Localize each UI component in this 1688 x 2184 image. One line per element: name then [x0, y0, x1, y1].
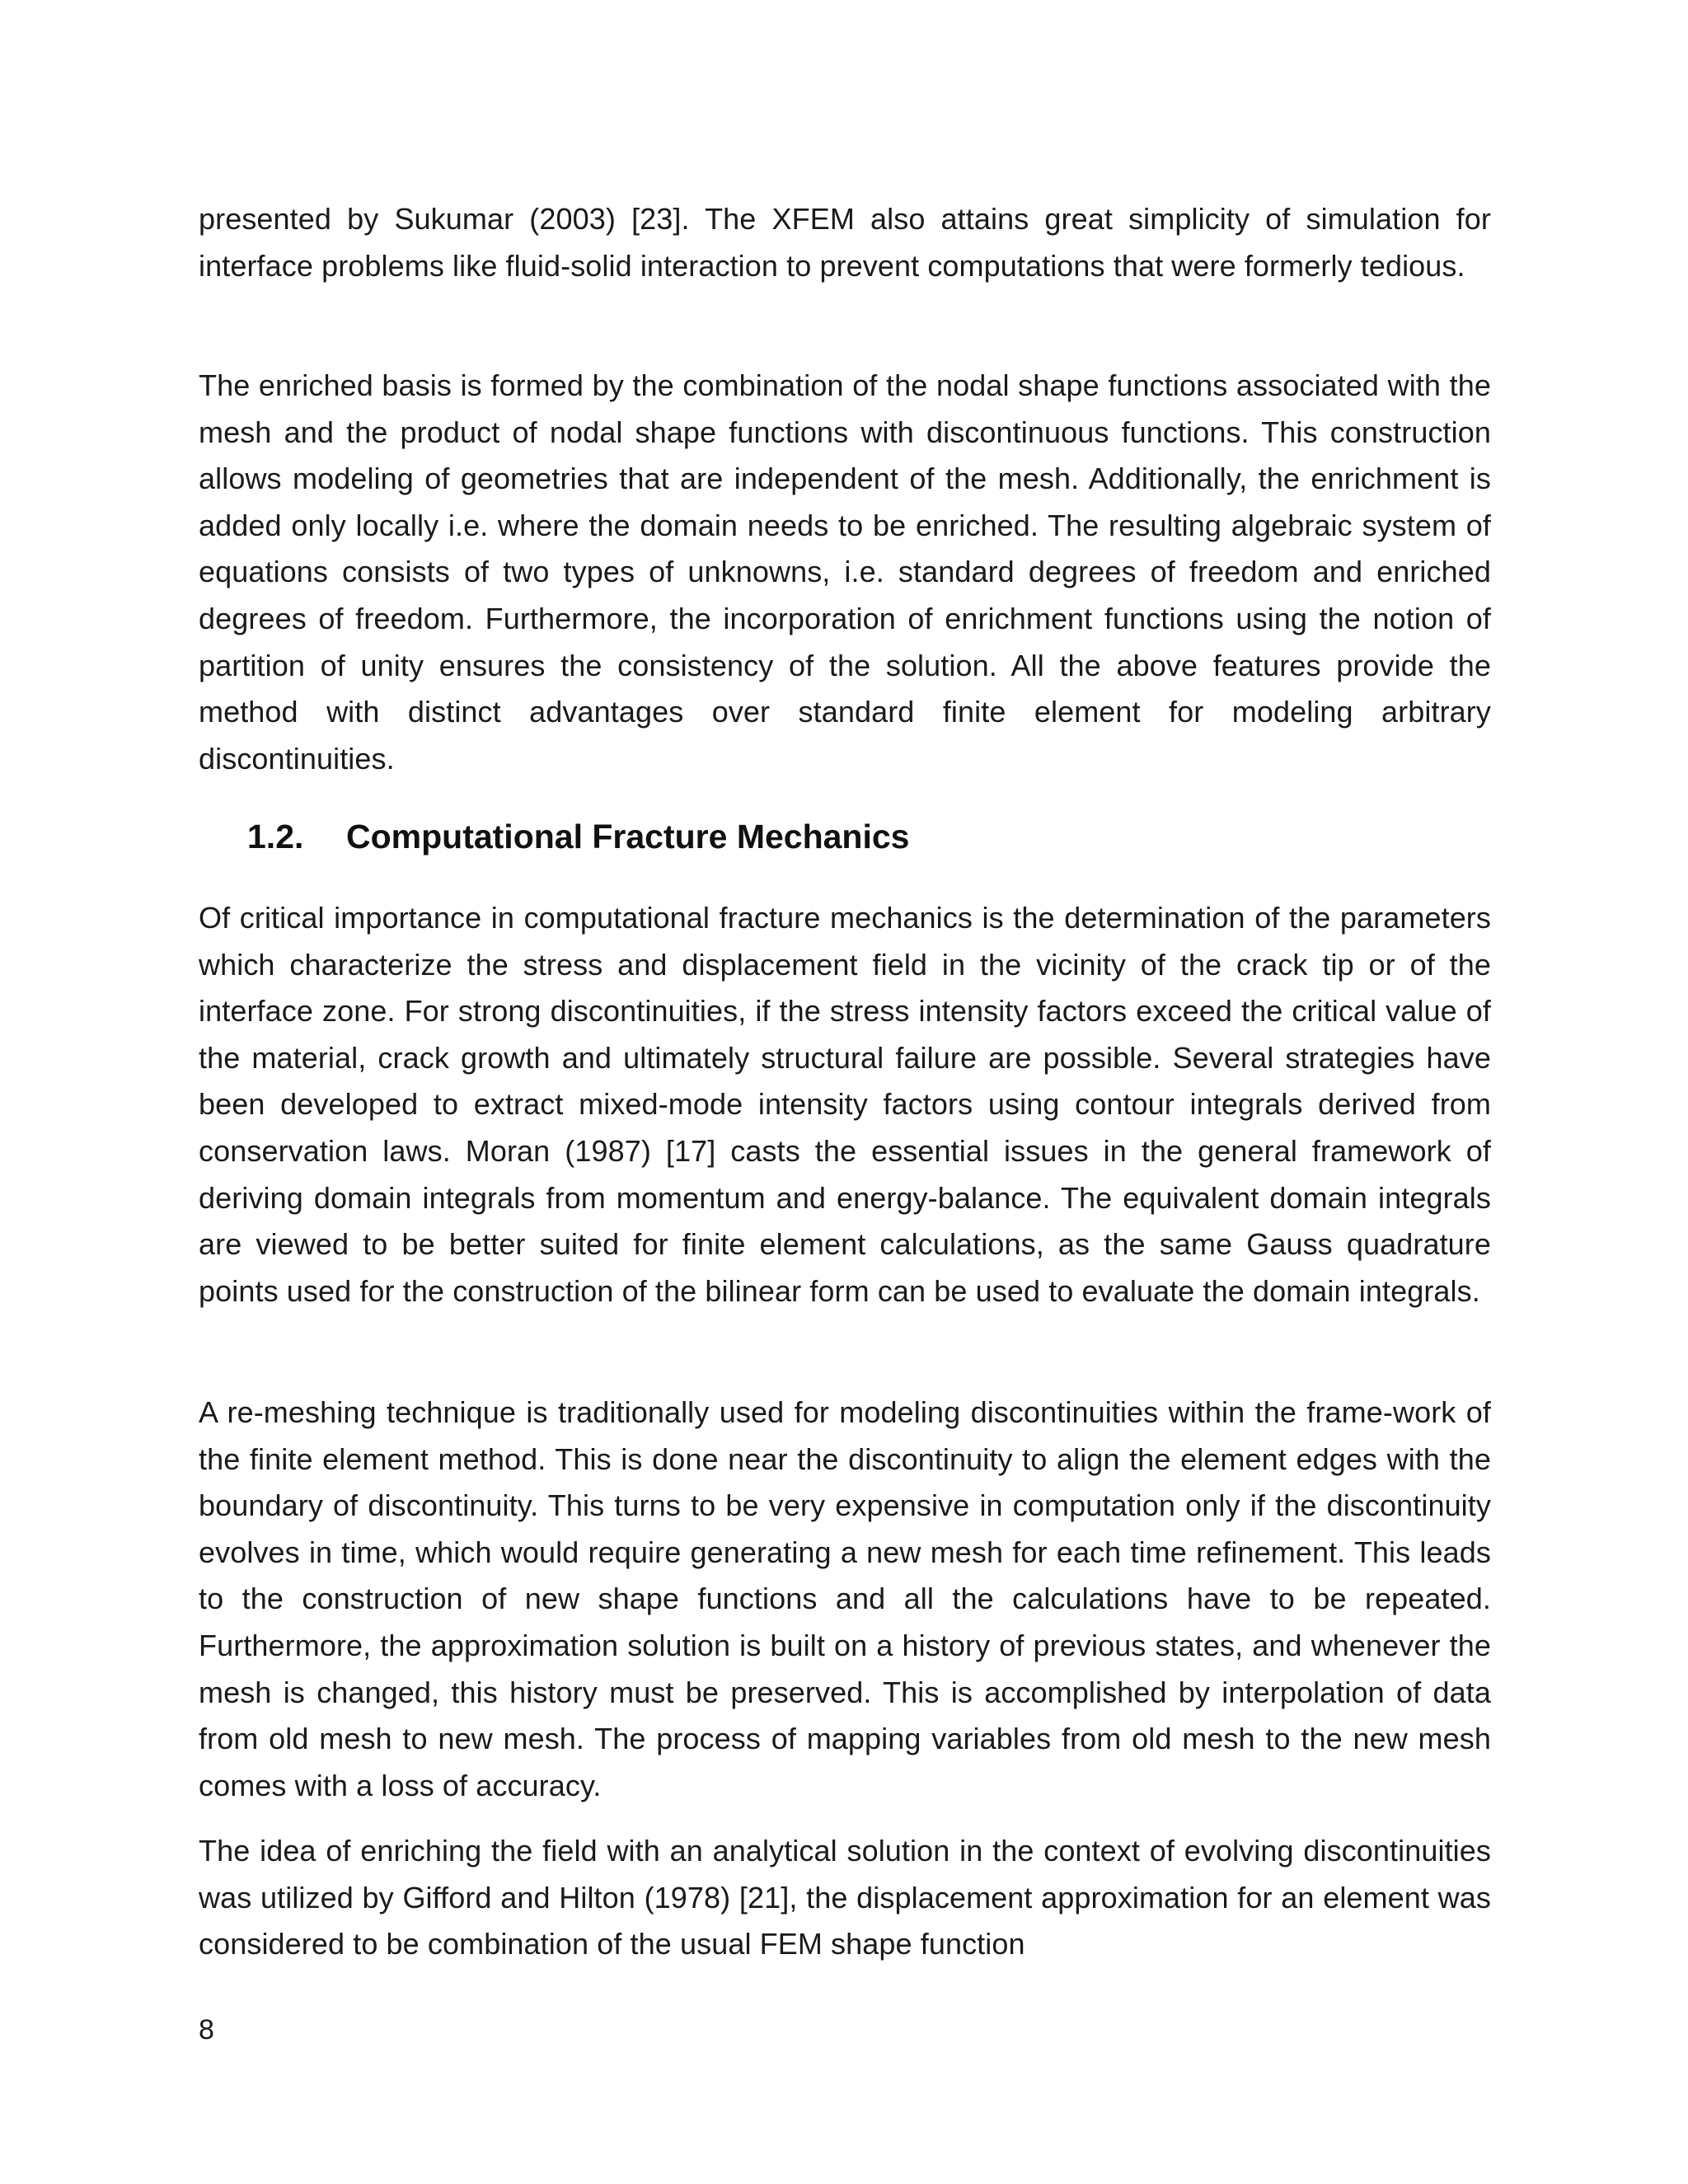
paragraph-remeshing: A re-meshing technique is traditionally used for modeling discontinuities within the frame-work of the finite element method. This is done near the discontinuity to align the element edges with the boundary of discontinuity. This turns to be very expensive in computation only if the discontinuity evolves in time, which would require generating a new mesh for each time refinement. This leads to the construction of new shape functions and all the calculations have to be repeated. Furthermore, the approximation solution is built on a history of previous states, and whenever the mesh is changed, this history must be preserved. This is accomplished by interpolation of data from old mesh to new mesh. The process of mapping variables from old mesh to the new mesh comes with a loss of accuracy. — [199, 1395, 1491, 1802]
section-title: Computational Fracture Mechanics — [346, 818, 910, 855]
section-heading — [247, 814, 909, 859]
paragraph-enriched-basis: The enriched basis is formed by the combination of the nodal shape functions associated with the mesh and the product of nodal shape functions with discontinuous functions. This construction allows modeling of geometries that are independent of the mesh. Additionally, the enrichment is added only locally i.e. where the domain needs to be enriched. The resulting algebraic system of equations consists of two types of unknowns, i.e. standard degrees of freedom and enriched degrees of freedom. Furthermore, the incorporation of enrichment functions using the notion of partition of unity ensures the consistency of the solution. All the above features provide the method with distinct advantages over standard finite element for modeling arbitrary discontinuities. — [199, 368, 1491, 776]
paragraph-fracture-mechanics: Of critical importance in computational fracture mechanics is the determination of the parameters which characterize the stress and displacement field in the vicinity of the crack tip or of the interface zone. For strong discontinuities, if the stress intensity factors exceed the critical value of the material, crack growth and ultimately structural failure are possible. Several strategies have been developed to extract mixed-mode intensity factors using contour integrals derived from conservation laws. Moran (1987) [17] casts the essential issues in the general framework of deriving domain integrals from momentum and energy-balance. The equivalent domain integrals are viewed to be better suited for finite element calculations, as the same Gauss quadrature points used for the construction of the bilinear form can be used to evaluate the domain integrals. — [199, 901, 1491, 1308]
paragraph-enriching-field: The idea of enriching the field with an analytical solution in the context of evolving discontinuities was utilized by Gifford and Hilton (1978) [21], the displacement approximation for an element was considered to be combination of the usual FEM shape function — [199, 1834, 1491, 1961]
paragraph-xfem-intro-continued: presented by Sukumar (2003) [23]. The XFEM also attains great simplicity of simulation for interface problems like fluid-solid interaction to prevent computations that were formerly tedious. — [199, 202, 1491, 283]
section-number: 1.2. — [247, 818, 304, 855]
page-number: 8 — [199, 2014, 214, 2046]
